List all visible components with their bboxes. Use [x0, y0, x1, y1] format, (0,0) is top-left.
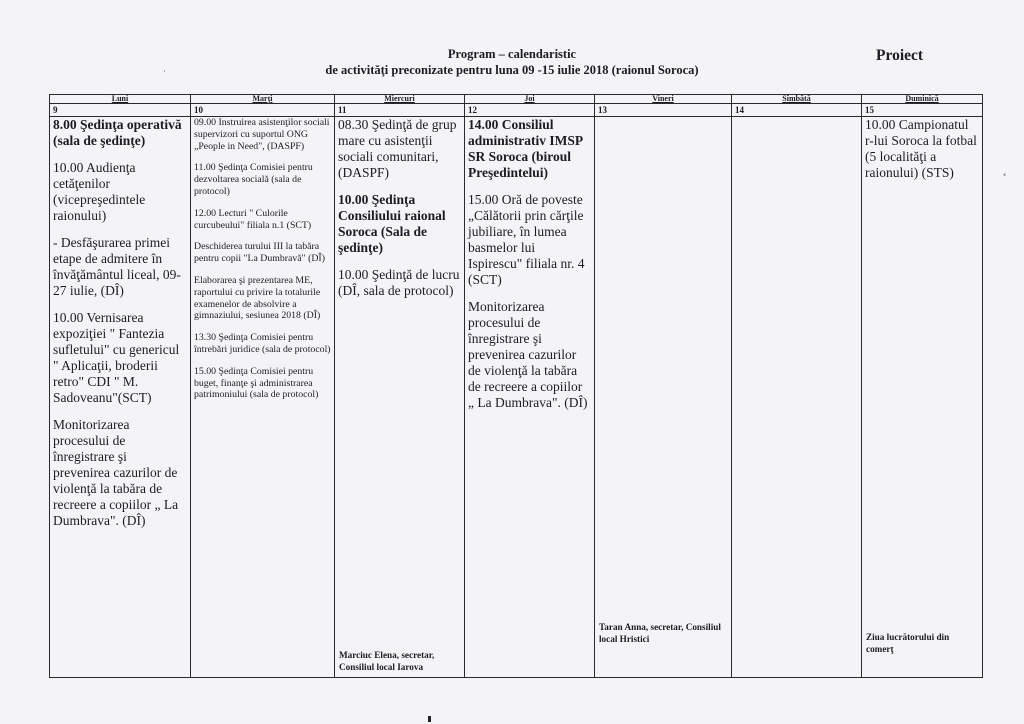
event-item: 15.00 Oră de poveste „Călătorii prin cărţile jubiliare, în lumea basmelor lui Ispirescu" filiala nr. 4 (SCT) — [468, 192, 585, 287]
document-title — [0, 46, 1024, 78]
day-number-thu: 12 — [465, 104, 595, 117]
event-item: Monitorizarea procesului de înregistrare şi prevenirea cazurilor de violenţă la tabăra de recreere a copiilor „ La Dumbrava". (DÎ) — [53, 417, 179, 528]
day-numbers-row — [50, 104, 983, 117]
day-number-tue: 10 — [191, 104, 335, 117]
event-item: 10.00 Audienţa cetăţenilor (vicepreşedintele raionului) — [53, 160, 146, 223]
day-names-row — [50, 95, 983, 104]
day-number-wed: 11 — [335, 104, 465, 117]
scan-speck: ᾿ — [163, 69, 166, 79]
event-item: Deschiderea turului III la tabăra pentru copii "La Dumbravă" (DÎ) — [194, 241, 325, 265]
day-cell-fri — [595, 117, 732, 678]
event-item: 10.00 Şedinţa Consiliului raional Soroca (Sala de şedinţe) — [338, 192, 446, 255]
event-item: 13.30 Şedinţa Comisiei pentru întrebări juridice (sala de protocol) — [194, 332, 331, 355]
event-item: Elaborarea şi prezentarea ME, raportului cu privire la totalurile examenelor de absolvire a gimnaziului, sesiunea 2018 (DÎ) — [194, 274, 321, 322]
signature-note: Marciuc Elena, secretar, Consiliul local Iarova — [339, 650, 435, 672]
day-name-mon: Luni — [50, 95, 191, 104]
day-cell-wed — [335, 117, 465, 678]
day-cell-sun — [862, 117, 983, 678]
day-name-fri: Vineri — [595, 95, 732, 104]
weekly-calendar-table — [49, 94, 983, 678]
day-number-sat: 14 — [732, 104, 862, 117]
day-name-wed: Miercuri — [335, 95, 465, 104]
event-item: 8.00 Şedinţa operativă (sala de şedinţe) — [53, 117, 182, 148]
day-cell-mon — [50, 117, 191, 678]
day-number-sun: 15 — [862, 104, 983, 117]
title-line-2: de activităţi preconizate pentru luna 09 -15 iulie 2018 (raionul Soroca) — [325, 63, 699, 77]
event-item: 12.00 Lecturi " Culorile curcubeului" filiala n.1 (SCT) — [194, 207, 312, 231]
day-name-sat: Sîmbătă — [732, 95, 862, 104]
day-cell-sat — [732, 117, 862, 678]
title-line-1: Program – calendaristic — [447, 47, 577, 61]
event-item: 09.00 Instruirea asistenţilor sociali supervizori cu suportul ONG „People in Need", (DASPF) — [194, 117, 330, 152]
event-item: 10.00 Campionatul r-lui Soroca la fotbal (5 localităţi a raionului) (STS) — [865, 117, 977, 180]
day-number-mon: 9 — [50, 104, 191, 117]
event-item: 10.00 Vernisarea expoziţiei " Fantezia sufletului" cu genericul " Aplicaţii, broderii retro" CDI " M. Sadoveanu"(SCT) — [53, 310, 180, 405]
event-item: 08.30 Şedinţă de grup mare cu asistenţii sociali comunitari, (DASPF) — [338, 117, 457, 180]
signature-note: Ziua lucrătorului din comerţ — [866, 632, 950, 654]
day-name-thu: Joi — [465, 95, 595, 104]
day-cell-tue — [191, 117, 335, 678]
day-name-sun: Duminică — [862, 95, 983, 104]
scan-speck-right: • — [1003, 170, 1007, 180]
event-item: 15.00 Şedinţa Comisiei pentru buget, finanţe şi administrarea patrimoniului (sala de protocol) — [194, 365, 319, 401]
day-name-tue: Marţi — [191, 95, 335, 104]
event-item: - Desfăşurarea primei etape de admitere în învăţământul liceal, 09-27 iulie, (DÎ) — [53, 235, 181, 298]
events-row — [50, 117, 983, 678]
day-number-fri: 13 — [595, 104, 732, 117]
event-item: Monitorizarea procesului de înregistrare şi prevenirea cazurilor de violenţă la tabăra de recreere a copiilor „ La Dumbrava". (DÎ) — [468, 299, 588, 410]
scan-mark-bottom — [428, 716, 431, 722]
event-item: 14.00 Consiliul administrativ IMSP SR Soroca (biroul Preşedintelui) — [468, 117, 583, 180]
event-item: 10.00 Şedinţă de lucru (DÎ, sala de protocol) — [338, 267, 460, 298]
signature-note: Taran Anna, secretar, Consiliul local Hristici — [599, 622, 721, 644]
event-item: 11.00 Şedinţa Comisiei pentru dezvoltarea socială (sala de protocol) — [194, 162, 313, 197]
project-label: Proiect — [876, 47, 924, 64]
day-cell-thu — [465, 117, 595, 678]
